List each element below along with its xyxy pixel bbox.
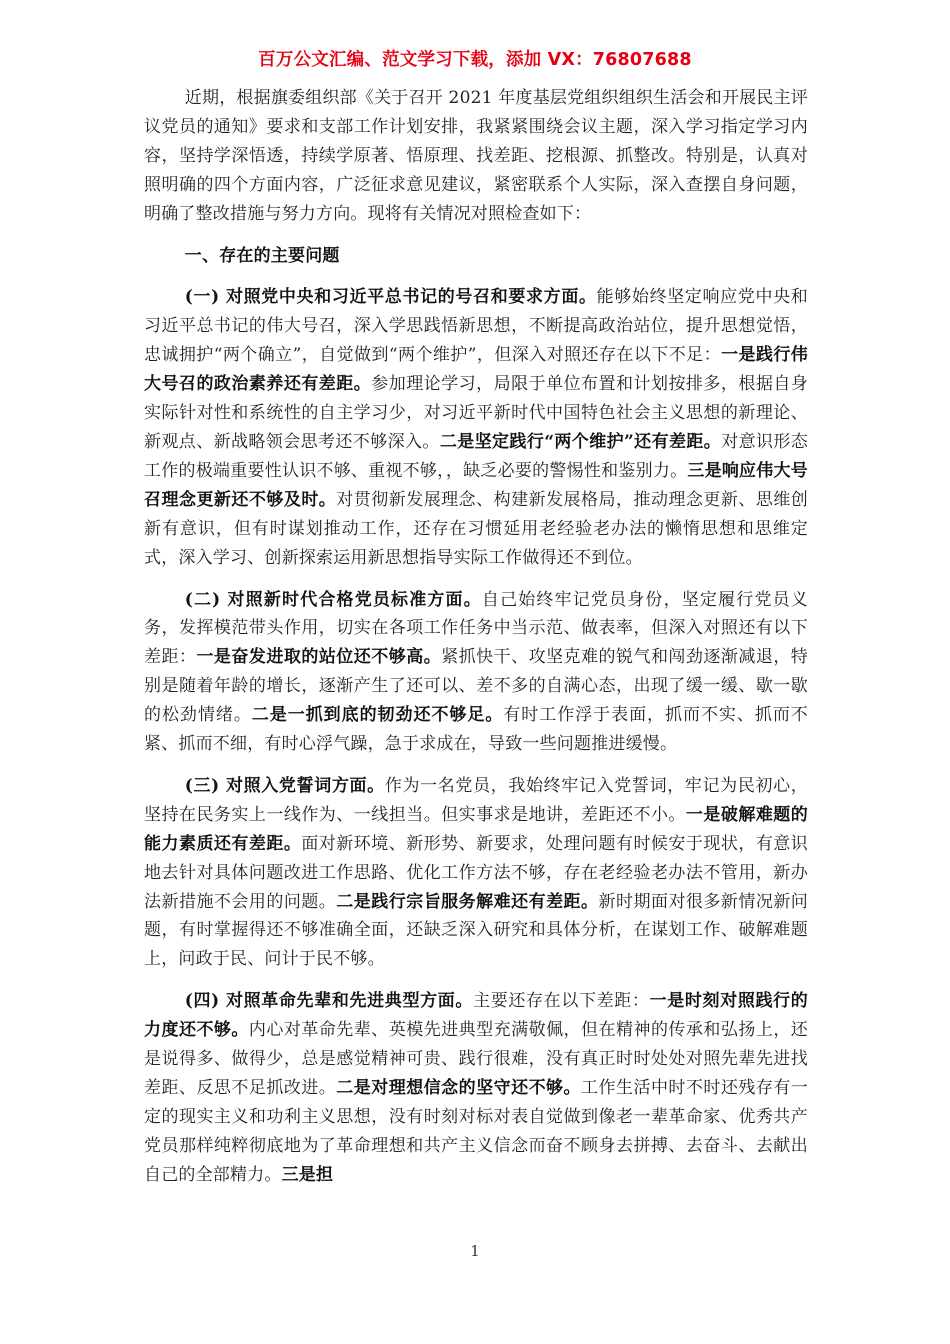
document-body (144, 84, 808, 1203)
section-1-point-1: 一是践行伟大号召的政治素养还有差距。 (144, 345, 809, 395)
section-4-point-2: 二是对理想信念的坚守还不够。 (336, 1078, 582, 1098)
section-4-point-3: 三是担 (281, 1164, 334, 1185)
section-heading-text: 一、存在的主要问题 (184, 245, 340, 266)
section-4-text-1: 主要还存在以下差距： (473, 991, 650, 1012)
section-3-point-1: 一是破解难题的能力素质还有差距。 (144, 804, 808, 854)
section-4-text-2: 内心对革命先辈、英模先进典型充满敬佩，但在精神的传承和弘扬上，还是说得多、做得少，总是感觉精神可贵、践行很难，没有真正时时处处对照先辈先进找差距、反思不足抓改进。 (144, 1020, 808, 1098)
section-2-paragraph (144, 586, 808, 759)
section-1-text-1: 能够始终坚定响应党中央和习近平总书记的伟大号召，深入学思践悟新思想，不断提高政治站位，提升思想觉悟，忠诚拥护“两个确立”，自觉做到“两个维护”，但深入对照还存在以下不足： (144, 287, 808, 366)
page-number: 1 (470, 1242, 480, 1260)
section-1-point-3: 三是响应伟大号召理念更新还不够及时。 (144, 460, 808, 510)
section-2-point-1: 一是奋发进取的站位还不够高。 (196, 647, 442, 668)
section-1-text-2: 参加理论学习，局限于单位布置和计划按排多，根据自身实际针对性和系统性的自主学习少，对习近平新时代中国特色社会主义思想的新理论、新观点、新战略领会思考还不够深入。 (144, 374, 809, 452)
section-3-text-3: 新时期面对很多新情况新问题，有时掌握得还不够准确全面，还缺乏深入研究和具体分析，在谋划工作、破解难题上，问政于民、问计于民不够。 (144, 891, 809, 970)
section-2-text-3: 有时工作浮于表面，抓而不实、抓而不紧、抓而不细，有时心浮气躁，急于求成在，导致一些问题推进缓慢。 (144, 705, 808, 755)
section-2-text-2: 紧抓快干、攻坚克难的锐气和闯劲逐渐减退，特别是随着年龄的增长，逐渐产生了还可以、差不多的自满心态，出现了缓一缓、歇一歇的松劲情绪。 (144, 647, 808, 726)
header-banner: 百万公文汇编、范文学习下载，添加 VX：76807688 (258, 50, 692, 70)
section-2-text-1: 自己始终牢记党员身份，坚定履行党员义务，发挥模范带头作用，切实在各项工作任务中当示范、做表率，但深入对照还有以下差距： (144, 589, 808, 668)
section-3-title: (三) 对照入党誓词方面。 (184, 775, 385, 796)
intro-paragraph: 近期，根据旗委组织部《关于召开 2021 年度基层党组织组织生活会和开展民主评议党员的通知》要求和支部工作计划安排，我紧紧围绕会议主题，深入学习指定学习内容，坚持学深悟透，持续学原著、悟原理、找差距、挖根源、抓整改。特别是，认真对照明确的四个方面内容，广泛征求意见建议，紧密联系个人实际，深入查摆自身问题，明确了整改措施与努力方向。现将有关情况对照检查如下： (144, 88, 808, 224)
section-3-paragraph (144, 772, 808, 974)
section-1-title: (一) 对照党中央和习近平总书记的号召和要求方面。 (184, 287, 597, 308)
section-3-text-1: 作为一名党员，我始终牢记入党誓词，牢记为民初心，坚持在民务实上一线作为、一线担当。但实事求是地讲，差距还不小。 (144, 775, 808, 825)
section-1-paragraph (144, 283, 808, 572)
section-heading (144, 242, 808, 271)
section-1-point-2: 二是坚定践行“两个维护”还有差距。 (439, 431, 722, 452)
section-1-text-3: 对意识形态工作的极端重要性认识不够、重视不够，，缺乏必要的警惕性和鉴别力。 (144, 431, 808, 481)
section-2-title: (二) 对照新时代合格党员标准方面。 (184, 589, 482, 610)
section-4-point-1: 一是时刻对照践行的力度还不够。 (144, 991, 809, 1041)
section-3-point-2: 二是践行宗旨服务解难还有差距。 (336, 891, 599, 912)
section-1-text-4: 对贯彻新发展理念、构建新发展格局，推动理念更新、思维创新有意识，但有时谋划推动工作，还存在习惯延用老经验老办法的懒惰思想和思维定式，深入学习、创新探索运用新思想指导实际工作做得还不到位。 (144, 489, 808, 568)
section-3-text-2: 面对新环境、新形势、新要求，处理问题有时候安于现状，有意识地去针对具体问题改进工作思路、优化工作方法不够，存在老经验老办法不管用，新办法新措施不会用的问题。 (144, 833, 808, 912)
section-4-text-3: 工作生活中时不时还残存有一定的现实主义和功利主义思想，没有时刻对标对表自觉做到像老一辈革命家、优秀共产党员那样纯粹彻底地为了革命理想和共产主义信念而奋不顾身去拼搏、去奋斗、去献出自己的全部精力。 (144, 1078, 808, 1185)
section-4-paragraph (144, 987, 808, 1189)
section-4-title: (四) 对照革命先辈和先进典型方面。 (184, 991, 474, 1012)
section-2-point-2: 二是一抓到底的韧劲还不够足。 (251, 705, 504, 726)
